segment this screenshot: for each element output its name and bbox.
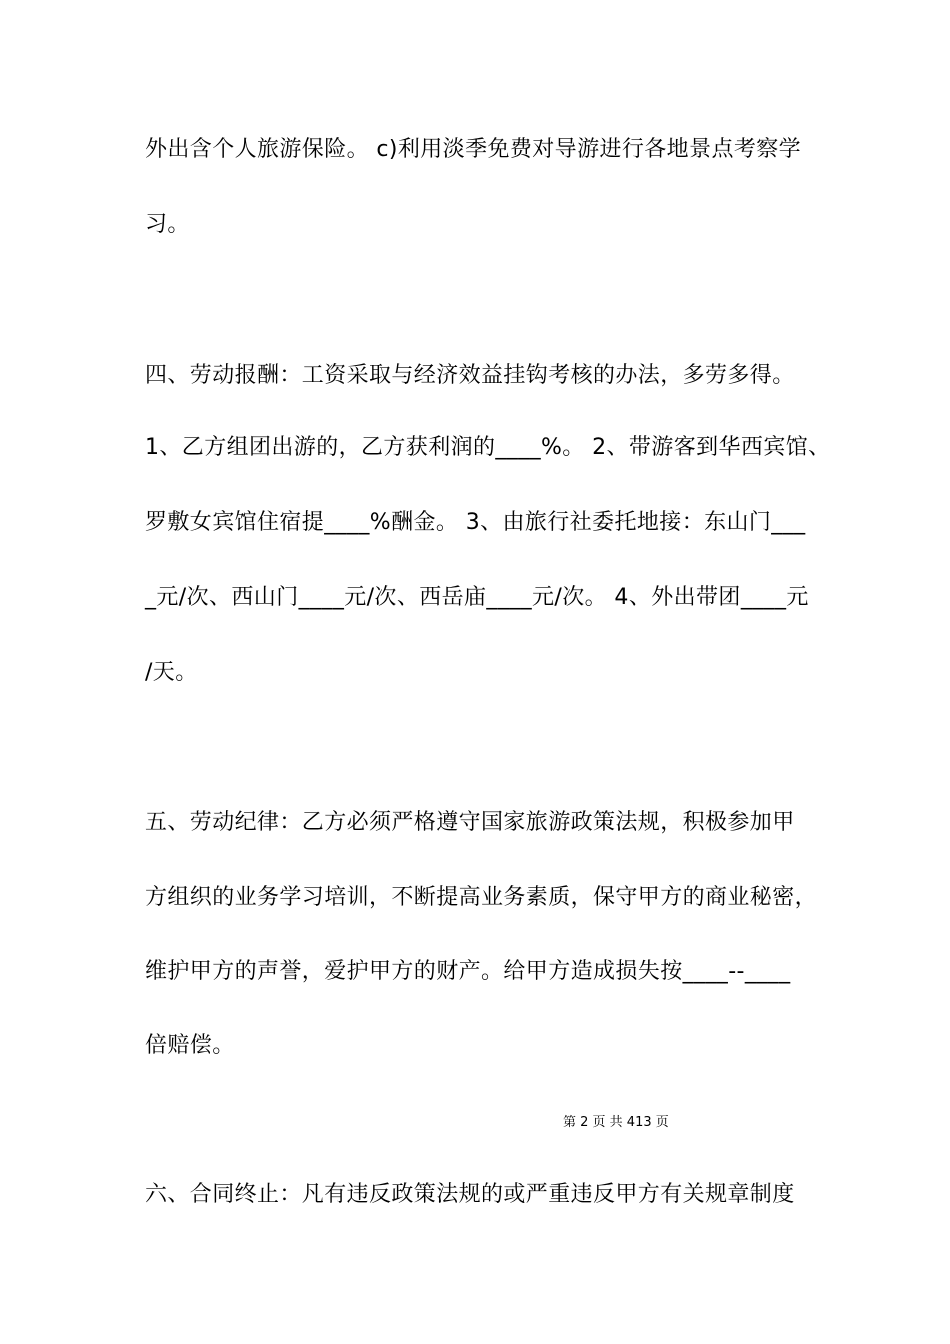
section-heading-line: 六、合同终止：凡有违反政策法规的或严重违反甲方有关规章制度 bbox=[145, 1182, 795, 1207]
section-heading-line: 四、劳动报酬：工资采取与经济效益挂钩考核的办法，多劳多得。 bbox=[145, 363, 795, 388]
paragraph-line: 1、乙方组团出游的，乙方获利润的____%。 2、带游客到华西宾馆、 bbox=[145, 435, 831, 460]
paragraph-line: _元/次、西山门____元/次、西岳庙____元/次。 4、外出带团____元 bbox=[145, 585, 809, 610]
paragraph-line: 习。 bbox=[145, 212, 190, 237]
paragraph-line: 维护甲方的声誉，爱护甲方的财产。给甲方造成损失按____--____ bbox=[145, 959, 791, 984]
paragraph-line: 方组织的业务学习培训，不断提高业务素质，保守甲方的商业秘密， bbox=[145, 885, 818, 910]
paragraph-line: 倍赔偿。 bbox=[145, 1033, 235, 1058]
paragraph-line: 罗敷女宾馆住宿提____%酬金。 3、由旅行社委托地接：东山门___ bbox=[145, 510, 806, 535]
paragraph-line: 外出含个人旅游保险。 c)利用淡季免费对导游进行各地景点考察学 bbox=[145, 137, 802, 162]
section-heading-line: 五、劳动纪律：乙方必须严格遵守国家旅游政策法规，积极参加甲 bbox=[145, 810, 795, 835]
page-number-footer: 第 2 页 共 413 页 bbox=[563, 1115, 669, 1130]
paragraph-line: /天。 bbox=[145, 660, 198, 685]
